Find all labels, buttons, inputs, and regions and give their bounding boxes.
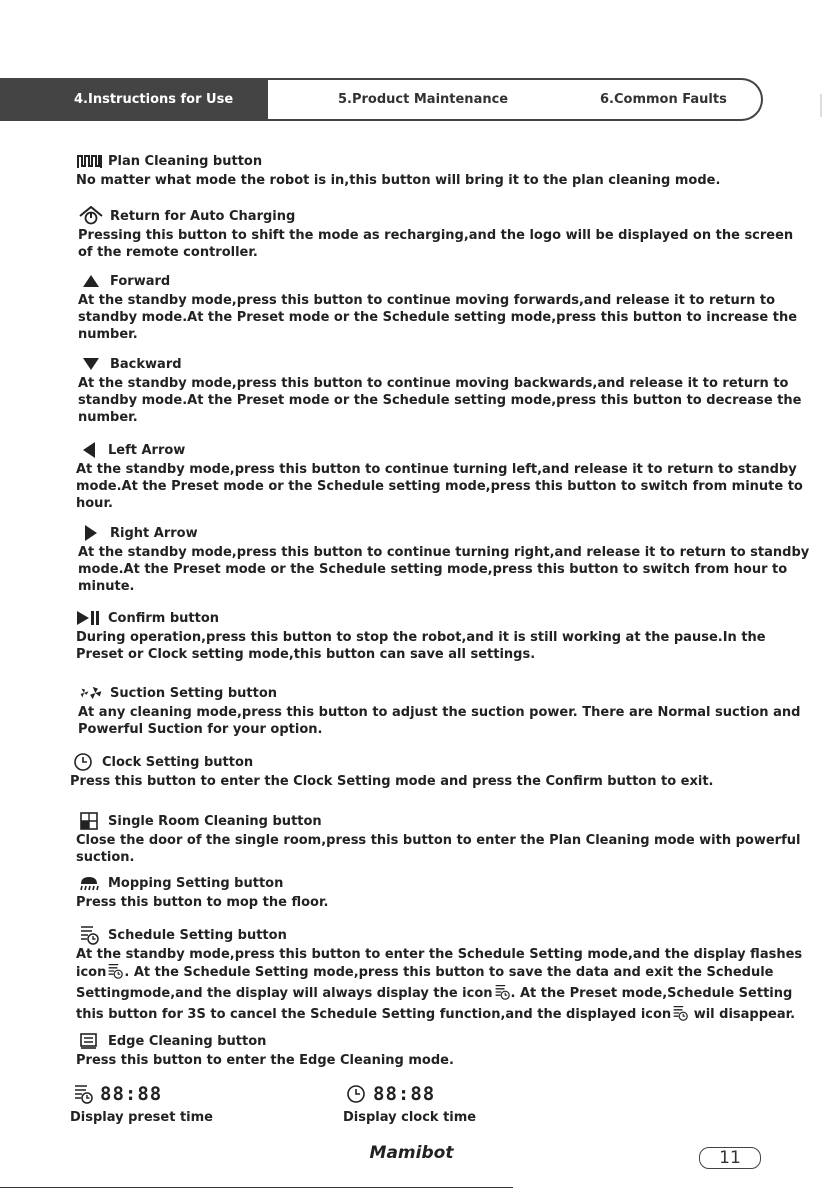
entry-description <box>78 704 800 738</box>
clock-icon <box>70 752 96 772</box>
description-line: During operation,press this button to stop the robot,and it is still working at the pause.In the <box>76 630 766 645</box>
right-arrow-icon <box>78 523 104 543</box>
entry-description <box>78 292 797 343</box>
forward-arrow-icon <box>78 271 104 291</box>
entry-forward-arrow <box>78 271 797 343</box>
entry-single-room <box>76 811 800 866</box>
description-line: of the remote controller. <box>78 245 258 260</box>
entry-title: Left Arrow <box>108 442 186 458</box>
entry-title-row <box>76 925 802 945</box>
description-line: Press this button to enter the Edge Cleaning mode. <box>76 1053 454 1068</box>
single-room-icon <box>76 811 102 831</box>
tab-instructions-for-use[interactable]: 4.Instructions for Use <box>0 80 268 119</box>
schedule-icon <box>70 1084 96 1104</box>
entry-title-row <box>76 608 766 628</box>
entry-description <box>78 544 809 595</box>
entry-title: Edge Cleaning button <box>108 1033 267 1049</box>
entry-edge-cleaning <box>76 1031 454 1069</box>
description-line: Pressing this button to shift the mode as recharging,and the logo will be displayed on the screen <box>78 228 794 243</box>
entry-title-row <box>76 151 720 171</box>
entry-description <box>76 946 802 1026</box>
entry-title: Confirm button <box>108 610 220 626</box>
entry-title-row <box>76 811 800 831</box>
entry-title-row <box>76 440 803 460</box>
description-line: mode.At the Preset mode or the Schedule setting mode,press this button to switch from minute to <box>76 479 803 494</box>
description-line: standby mode.At the Preset mode or the Schedule setting mode,press this button to decrease the <box>78 393 802 408</box>
description-line: this button for 3S to cancel the Schedule Setting function,and the displayed icon wil disappear. <box>76 1005 802 1026</box>
page-number: 11 <box>699 1147 761 1169</box>
schedule-icon <box>494 984 510 1005</box>
entry-title: Forward <box>110 273 171 289</box>
schedule-icon <box>672 1005 688 1026</box>
description-line: At the standby mode,press this button to continue moving forwards,and release it to return to <box>78 293 776 308</box>
entry-description <box>76 629 766 663</box>
footer-rule <box>0 1187 513 1188</box>
description-line: icon . At the Schedule Setting mode,press this button to save the data and exit the Schedule <box>76 963 802 984</box>
tab-product-maintenance[interactable]: 5.Product Maintenance <box>338 92 509 107</box>
description-line: mode.At the Preset mode or the Schedule setting mode,press this button to switch from hour to <box>78 562 788 577</box>
display-caption: Display preset time <box>70 1110 213 1125</box>
entry-title-row <box>78 271 797 291</box>
description-line: At the standby mode,press this button to continue moving backwards,and release it to return to <box>78 376 789 391</box>
auto-charging-icon <box>78 206 104 226</box>
schedule-icon <box>76 925 102 945</box>
entry-title: Mopping Setting button <box>108 875 284 891</box>
entry-description <box>76 461 803 512</box>
description-line: Settingmode,and the display will always display the icon . At the Preset mode,Schedule Setting <box>76 984 802 1005</box>
description-line: standby mode.At the Preset mode or the Schedule setting mode,press this button to increase the <box>78 310 798 325</box>
play-pause-icon <box>76 608 102 628</box>
clock-time-digits: 88:88 <box>373 1083 436 1105</box>
left-arrow-icon <box>76 440 102 460</box>
description-line: No matter what mode the robot is in,this button will bring it to the plan cleaning mode. <box>76 173 721 188</box>
entry-backward-arrow <box>78 354 801 426</box>
entry-left-arrow <box>76 440 803 512</box>
tab-common-faults[interactable]: 6.Common Faults <box>600 92 727 107</box>
entry-description <box>76 1052 454 1069</box>
description-line: At the standby mode,press this button to continue turning left,and release it to return to standby <box>76 462 797 477</box>
entry-description <box>78 375 801 426</box>
description-line: hour. <box>76 496 113 511</box>
entry-schedule <box>76 925 802 1026</box>
entry-description <box>76 832 800 866</box>
backward-arrow-icon <box>78 354 104 374</box>
entry-title-row <box>78 354 801 374</box>
edge-mark <box>820 94 822 117</box>
entry-title-row <box>78 206 793 226</box>
entry-description <box>70 773 714 790</box>
entry-title-row <box>78 683 800 703</box>
entry-title: Plan Cleaning button <box>108 153 263 169</box>
entry-fan <box>78 683 800 738</box>
entry-title: Suction Setting button <box>110 685 278 701</box>
display-clock-block <box>343 1082 476 1125</box>
display-caption: Display clock time <box>343 1110 477 1125</box>
entry-title: Right Arrow <box>110 525 198 541</box>
clock-icon <box>343 1084 369 1104</box>
section-tab-bar <box>0 78 763 121</box>
entry-title: Single Room Cleaning button <box>108 813 322 829</box>
entry-title-row <box>78 523 809 543</box>
description-line: number. <box>78 327 138 342</box>
preset-time-digits: 88:88 <box>100 1083 163 1105</box>
entry-description <box>76 894 328 911</box>
entry-play-pause <box>76 608 766 663</box>
entry-title-row <box>70 752 714 772</box>
entry-plan-cleaning <box>76 151 720 189</box>
description-line: suction. <box>76 850 135 865</box>
entry-title: Schedule Setting button <box>108 927 287 943</box>
entry-clock <box>70 752 714 790</box>
description-line: Press this button to enter the Clock Setting mode and press the Confirm button to exit. <box>70 774 714 789</box>
entry-auto-charging <box>78 206 793 261</box>
description-line: At the standby mode,press this button to continue turning right,and release it to return to standby <box>78 545 810 560</box>
description-line: number. <box>78 410 138 425</box>
entry-title-row <box>76 873 328 893</box>
entry-description <box>76 172 720 189</box>
mopping-icon <box>76 873 102 893</box>
description-line: Close the door of the single room,press this button to enter the Plan Cleaning mode with powerful <box>76 833 801 848</box>
brand-logo: Mamibot <box>369 1143 454 1163</box>
edge-cleaning-icon <box>76 1031 102 1051</box>
description-line: Preset or Clock setting mode,this button can save all settings. <box>76 647 536 662</box>
description-line: At any cleaning mode,press this button to adjust the suction power. There are Normal suction and <box>78 705 801 720</box>
entry-title: Clock Setting button <box>102 754 254 770</box>
entry-description <box>78 227 793 261</box>
entry-title: Return for Auto Charging <box>110 208 296 224</box>
display-preset-block <box>70 1082 213 1125</box>
entry-right-arrow <box>78 523 809 595</box>
schedule-icon <box>107 963 123 984</box>
description-line: Press this button to mop the floor. <box>76 895 329 910</box>
plan-cleaning-icon <box>76 151 102 171</box>
entry-title: Backward <box>110 356 182 372</box>
description-line: minute. <box>78 579 135 594</box>
fan-icon <box>78 683 104 703</box>
entry-mopping <box>76 873 328 911</box>
entry-title-row <box>76 1031 454 1051</box>
description-line: Powerful Suction for your option. <box>78 722 323 737</box>
description-line: At the standby mode,press this button to enter the Schedule Setting mode,and the display flashes <box>76 947 803 962</box>
